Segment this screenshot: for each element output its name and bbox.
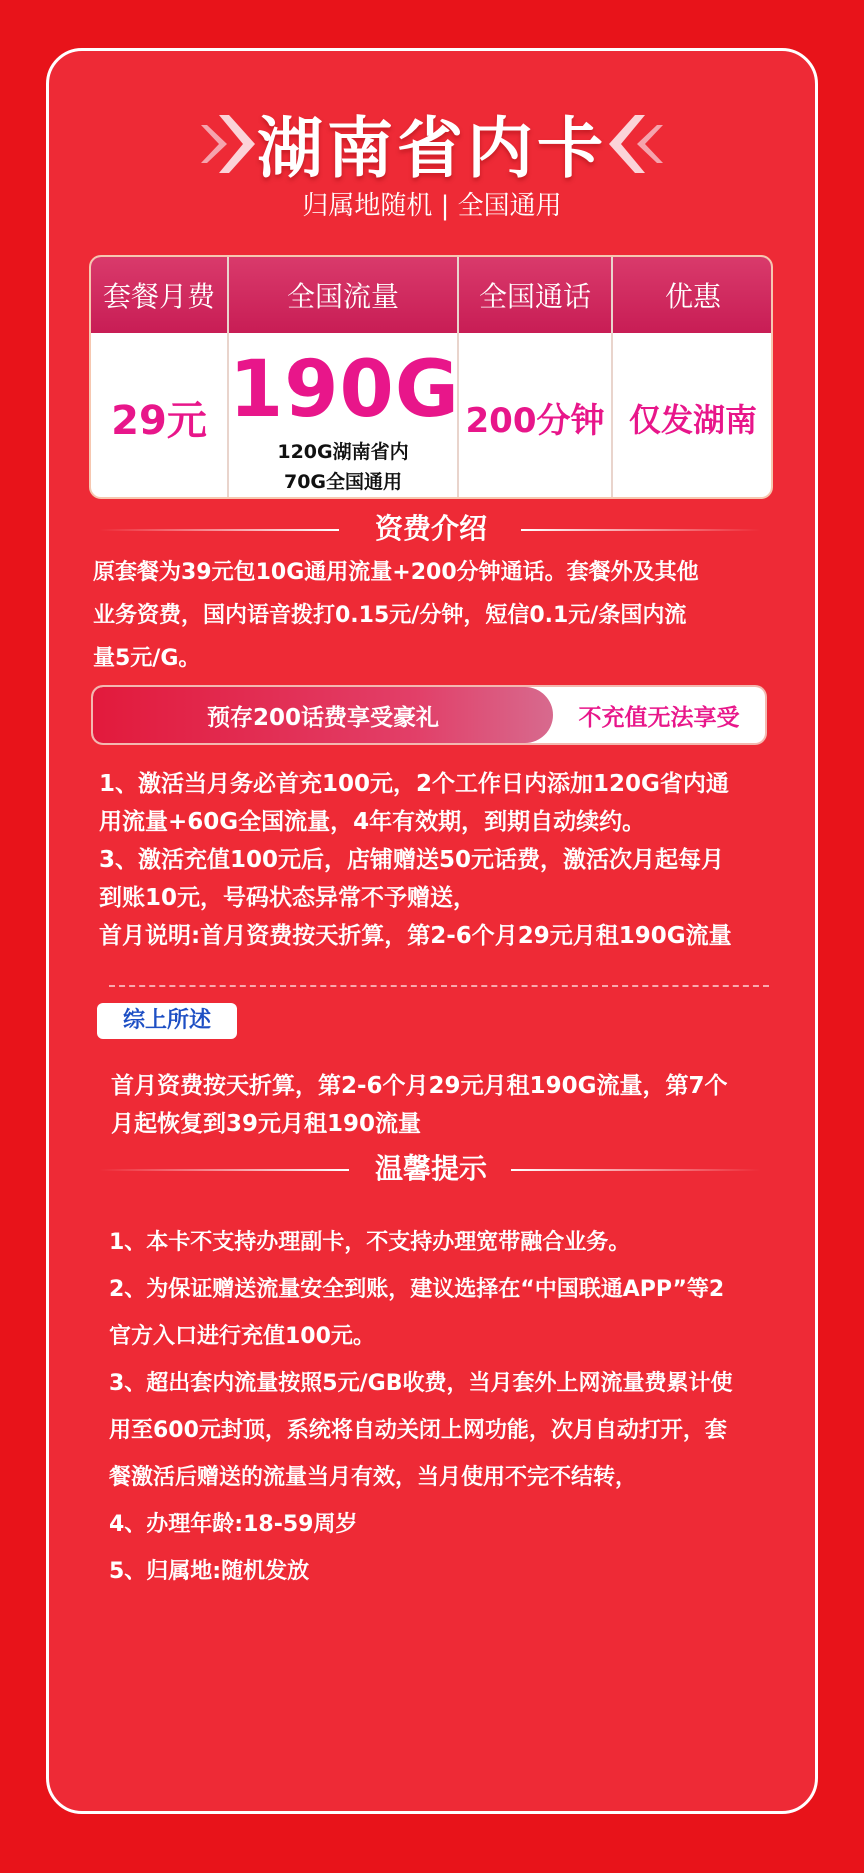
summary-line: 月起恢复到39元月租190流量 [111, 1111, 422, 1137]
rules-list [99, 765, 799, 955]
plan-card [46, 48, 818, 1814]
fee-intro-text [93, 551, 793, 680]
rule-line: 1、激活当月务必首充100元，2个工作日内添加120G省内通 [99, 771, 729, 797]
rule-line: 3、激活充值100元后，店铺赠送50元话费，激活次月起每月 [99, 847, 725, 873]
data-total-value: 190G [229, 345, 460, 435]
fee-intro-line: 业务资费，国内语音拨打0.15元/分钟，短信0.1元/条国内流 [93, 603, 687, 628]
tip-line: 5、归属地:随机发放 [109, 1559, 310, 1584]
tip-line: 官方入口进行充值100元。 [109, 1324, 375, 1349]
tips-list [109, 1219, 814, 1595]
rule-line: 用流量+60G全国流量，4年有效期，到期自动续约。 [99, 809, 646, 835]
page-title: 湖南省内卡 [257, 110, 607, 187]
chevron-left-icon [595, 109, 675, 179]
plan-header-data: 全国流量 [229, 257, 457, 333]
tips-heading [89, 1149, 773, 1189]
voice-value: 200分钟 [465, 401, 605, 441]
summary-line: 首月资费按天折算，第2-6个月29元月租190G流量，第7个 [111, 1073, 728, 1099]
deposit-bar [93, 687, 765, 743]
tips-title: 温馨提示 [374, 1152, 487, 1185]
fee-intro-line: 原套餐为39元包10G通用流量+200分钟通话。套餐外及其他 [93, 560, 699, 585]
rule-line: 首月说明:首月资费按天折算，第2-6个月29元月租190G流量 [99, 923, 732, 949]
summary-tag: 综上所述 [97, 1003, 237, 1039]
subtitle: 归属地随机 | 全国通用 [302, 191, 562, 221]
plan-col-offer [613, 257, 773, 497]
tip-line: 2、为保证赠送流量安全到账，建议选择在“中国联通APP”等2 [109, 1277, 725, 1302]
rule-line: 到账10元，号码状态异常不予赠送， [99, 885, 477, 911]
tip-line: 用至600元封顶，系统将自动关闭上网功能，次月自动打开，套 [109, 1418, 727, 1443]
tip-line: 3、超出套内流量按照5元/GB收费，当月套外上网流量费累计使 [109, 1371, 733, 1396]
offer-value: 仅发湖南 [628, 401, 757, 439]
tip-line: 餐激活后赠送的流量当月有效，当月使用不完不结转， [109, 1465, 638, 1490]
plan-col-data [229, 257, 459, 497]
fee-intro-heading [89, 509, 773, 549]
fee-intro-title: 资费介绍 [374, 512, 487, 545]
plan-header-voice: 全国通话 [459, 257, 611, 333]
dashed-divider [109, 985, 769, 987]
plan-col-fee [91, 257, 229, 497]
summary-text [111, 1067, 791, 1143]
monthly-fee-value: 29元 [111, 398, 207, 444]
data-detail-province: 120G湖南省内 [277, 441, 409, 463]
plan-header-fee: 套餐月费 [91, 257, 227, 333]
data-detail-national: 70G全国通用 [283, 471, 403, 493]
tip-line: 1、本卡不支持办理副卡，不支持办理宽带融合业务。 [109, 1230, 631, 1255]
fee-intro-line: 量5元/G。 [93, 646, 201, 671]
deposit-offer-label: 预存200话费享受豪礼 [93, 687, 553, 743]
title-row [49, 95, 815, 195]
deposit-warning-label: 不充值无法享受 [578, 704, 740, 731]
plan-col-voice [459, 257, 613, 497]
tip-line: 4、办理年龄:18-59周岁 [109, 1512, 358, 1537]
plan-table [89, 255, 773, 499]
plan-header-offer: 优惠 [613, 257, 773, 333]
